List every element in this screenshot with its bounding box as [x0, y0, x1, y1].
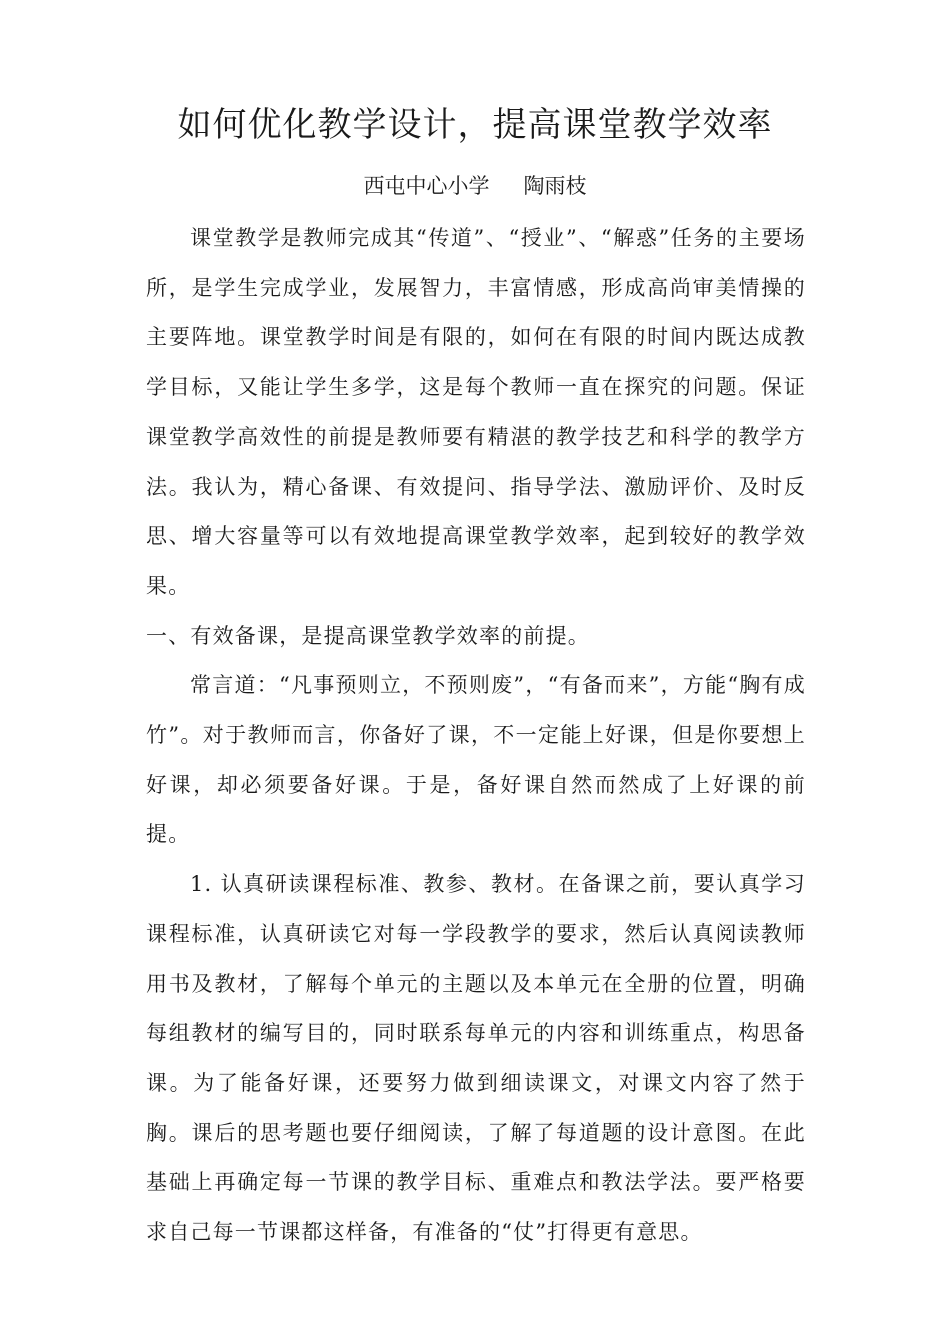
paragraph-2: 常言道：“凡事预则立，不预则废”，“有备而来”，方能“胸有成竹”。对于教师而言，你备好了课，不一定能上好课，但是你要想上好课，却必须要备好课。于是，备好课自然而然成了上好课的前提。 — [146, 673, 806, 847]
school-name: 西屯中心小学 — [363, 174, 490, 198]
author-line — [0, 168, 950, 204]
intro-paragraph: 课堂教学是教师完成其“传道”、“授业”、“解惑”任务的主要场所，是学生完成学业，发展智力，丰富情感，形成高尚审美情操的主要阵地。课堂教学时间是有限的，如何在有限的时间内既达成教学目标，又能让学生多学，这是每个教师一直在探究的问题。保证课堂教学高效性的前提是教师要有精湛的教学技艺和科学的教学方法。我认为，精心备课、有效提问、指导学法、激励评价、及时反思、增大容量等可以有效地提高课堂教学效率，起到较好的教学效果。 — [146, 226, 806, 598]
section-heading-1: 一、有效备课，是提高课堂教学效率的前提。 — [146, 623, 590, 648]
author-name: 陶雨枝 — [523, 174, 587, 198]
paragraph-3: 1. 认真研读课程标准、教参、教材。在备课之前，要认真学习课程标准，认真研读它对每一学段教学的要求，然后认真阅读教师用书及教材，了解每个单元的主题以及本单元在全册的位置，明确每组教材的编写目的，同时联系每单元的内容和训练重点，构思备课。为了能备好课，还要努力做到细读课文，对课文内容了然于胸。课后的思考题也要仔细阅读，了解了每道题的设计意图。在此基础上再确定每一节课的教学目标、重难点和教法学法。要严格要求自己每一节课都这样备，有准备的“仗”打得更有意思。 — [146, 872, 806, 1245]
document-title: 如何优化教学设计，提高课堂教学效率 — [177, 105, 773, 145]
document-body — [146, 214, 806, 1258]
